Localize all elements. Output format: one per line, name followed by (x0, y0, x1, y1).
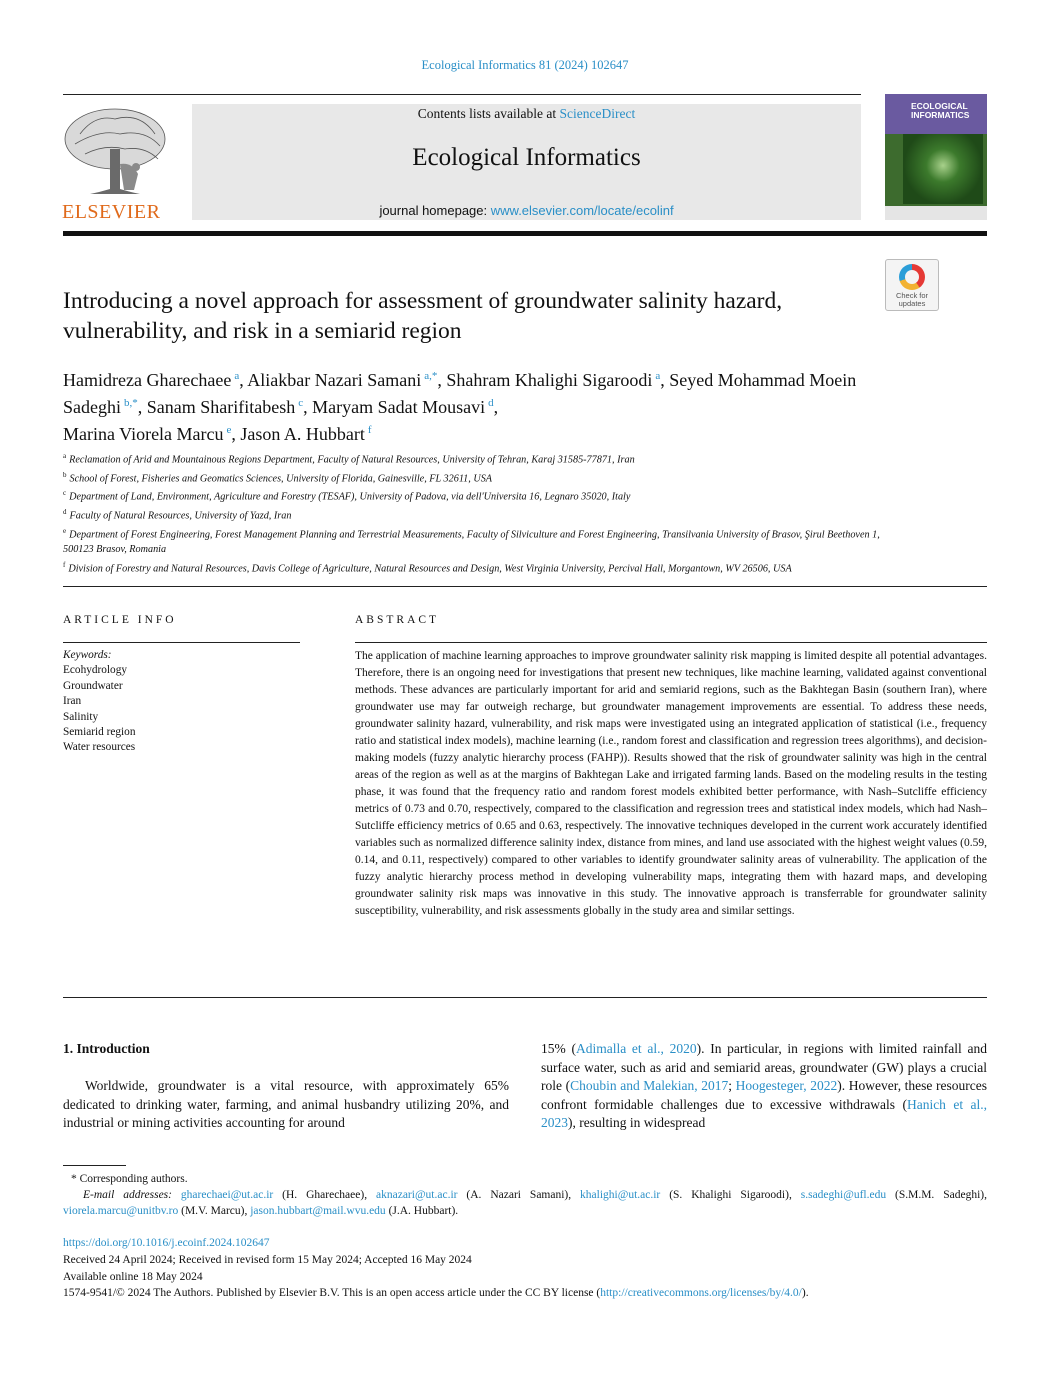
author-affiliation-marker[interactable]: f (367, 424, 372, 436)
body-text: ). However, these resources confront formidable challenges due to excessive withdrawals ( (541, 1078, 987, 1112)
body-text: ), resulting in widespread (568, 1115, 706, 1130)
affiliation (63, 486, 883, 505)
author-name: Aliakbar Nazari Samani (247, 370, 422, 390)
article-info-rule (63, 642, 300, 643)
email-addresses (63, 1187, 987, 1219)
author-affiliation-marker[interactable]: a (234, 370, 240, 382)
email-owner: (H. Gharechaee), (273, 1189, 377, 1201)
citation-link[interactable]: Hoogesteger, 2022 (735, 1078, 838, 1093)
article-info-heading: ARTICLE INFO (63, 614, 177, 626)
abstract-heading: ABSTRACT (355, 614, 440, 626)
crossmark-icon (899, 264, 925, 290)
header-rule (63, 94, 861, 95)
affiliation-text: Reclamation of Arid and Mountainous Regions Department, Faculty of Natural Resources, University of Tehran, Karaj 31585-77871, Iran (69, 454, 635, 466)
cover-image (903, 134, 983, 204)
license-link[interactable]: http://creativecommons.org/licenses/by/4.0/ (600, 1287, 802, 1300)
article-title: Introducing a novel approach for assessment of groundwater salinity hazard, vulnerability, and risk in a semiarid region (63, 288, 783, 344)
footnote-rule (63, 1165, 126, 1166)
abstract-rule (355, 642, 987, 643)
body-column-right (541, 1040, 987, 1133)
keyword: Groundwater (63, 679, 123, 692)
author-affiliation-marker[interactable]: b,* (124, 397, 138, 409)
keyword: Salinity (63, 710, 99, 723)
body-text: Worldwide, groundwater is a vital resource, with approximately 65% dedicated to drinking water, farming, and animal husbandry utilizing 20%, and industrial or mining activities accounting for around (63, 1078, 509, 1130)
journal-banner (192, 104, 861, 220)
email-link[interactable]: khalighi@ut.ac.ir (580, 1189, 661, 1201)
crossmark-label: Check for updates (895, 291, 929, 308)
email-link[interactable]: s.sadeghi@ufl.edu (800, 1189, 887, 1201)
affiliation-marker: f (63, 560, 66, 569)
email-owner: (A. Nazari Samani), (457, 1189, 581, 1201)
license-suffix: ). (801, 1287, 809, 1300)
affiliation-list (63, 449, 883, 576)
tree-icon (60, 104, 170, 199)
author-name: Seyed Mohammad Moein Sadeghi (63, 370, 857, 417)
author-list: Hamidreza Gharechaee $^a$, Aliakbar Nazari Samani $^{a,*}$, Shahram Khalighi Sigaroodi $^a$, Seyed Mohammad Moein Sadeghi $^{b,*}$, Sanam Sharifitabesh $^c$, Maryam Sadat Mousavi $^d$, Marina Viorela Marcu $^e$, Jason A. Hubbart $^f$ (63, 370, 857, 444)
keyword: Water resources (63, 741, 136, 754)
affiliation (63, 468, 883, 487)
affiliation (63, 505, 883, 524)
author-affiliation-marker[interactable]: a,* (424, 370, 438, 382)
journal-homepage (192, 203, 861, 218)
affiliation-text: Faculty of Natural Resources, University of Yazd, Iran (69, 510, 292, 522)
body-column-left (63, 1077, 509, 1133)
available-online: Available online 18 May 2024 (63, 1270, 203, 1283)
journal-name: Ecological Informatics (412, 144, 641, 171)
email-label: E-mail addresses: (83, 1189, 181, 1201)
email-owner: (M.V. Marcu), (178, 1205, 251, 1217)
cover-footer (885, 206, 987, 220)
author-name: Sanam Sharifitabesh (146, 397, 296, 417)
email-owner: (S.M.M. Sadeghi), (886, 1189, 987, 1201)
affiliation-marker: b (63, 470, 67, 479)
affiliation (63, 449, 883, 468)
body-text: ; (728, 1078, 736, 1093)
affiliation-marker: d (63, 508, 67, 517)
affiliation-text: Department of Forest Engineering, Forest Management Planning and Terrestrial Measurements, Faculty of Silviculture and Forest Engineering, Transilvania University of Brasov, Şirul Beethoven 1, 500123 Brasov, Romania (63, 529, 880, 556)
footnotes (63, 1171, 987, 1219)
section-heading: 1. Introduction (63, 1041, 150, 1056)
citation-link[interactable]: Adimalla et al., 2020 (575, 1041, 697, 1056)
keywords-block (63, 648, 300, 756)
divider (63, 997, 987, 998)
body-text: ). In particular, in regions with limited rainfall and surface water, such as arid and semiarid areas, groundwater (GW) plays a crucial role ( (541, 1041, 987, 1093)
sciencedirect-link[interactable]: ScienceDirect (559, 106, 636, 121)
author-affiliation-marker[interactable]: a (655, 370, 661, 382)
author-name: Maryam Sadat Mousavi (312, 397, 486, 417)
contents-prefix: Contents lists available at (417, 106, 560, 121)
body-text: 15% ( (541, 1041, 576, 1056)
keyword: Iran (63, 695, 82, 708)
author-affiliation-marker[interactable]: d (488, 397, 494, 409)
elsevier-wordmark: ELSEVIER (62, 201, 161, 223)
author-name: Jason A. Hubbart (240, 424, 365, 444)
email-owner: (S. Khalighi Sigaroodi), (660, 1189, 801, 1201)
journal-citation[interactable]: Ecological Informatics 81 (2024) 102647 (421, 58, 629, 72)
doi-link[interactable]: https://doi.org/10.1016/j.ecoinf.2024.102647 (63, 1237, 270, 1249)
abstract-text: The application of machine learning approaches to improve groundwater salinity risk mapping is limited despite all potential advantages. Therefore, there is an ongoing need for investigations that present new techniques, like machine learning, validated against conventional methods. These advances are particularly important for arid and semiarid regions, such as the Bakhtegan Basin (southern Iran), where groundwater use may far outweigh recharge, but groundwater management improvements are essential. To address these needs, groundwater salinity hazard, vulnerability, and risk maps were investigated using an integrated application of statistical (i.e., frequency ratio and statistical index models), machine learning (i.e., random forest and classification and regression trees algorithms), and decision-making models (fuzzy analytic hierarchy process (FAHP)). Results showed that the risk of groundwater salinity was high in the central areas of the region as well as at the margins of Bakhtegan Lake and irrigated farming lands. Based on the modeling results in the testing phase, it was found that the frequency ratio and random forest models exhibited better performance, with Nash–Sutcliffe efficiency metrics of 0.73 and 0.70, respectively, compared to the classification and regression trees and statistical index models, which had Nash–Sutcliffe efficiency metrics of 0.65 and 0.63, respectively. The innovative techniques developed in the current work accurately identified variables such as normalized difference salinity index, distance from mines, and land use associated with the highest weight values (0.59, 0.14, and 0.11, respectively) compared to other variables to identify groundwater salinity areas of vulnerability. The application of the fuzzy analytic hierarchy process method in developing vulnerability maps, integrating them with hazard maps, and developing groundwater salinity risk maps was innovative in this study. The innovative approach is transferrable for groundwater salinity susceptibility, vulnerability, and risk assessments globally in the study area and similar settings. (355, 650, 987, 917)
email-link[interactable]: viorela.marcu@unitbv.ro (63, 1205, 179, 1217)
author-name: Hamidreza Gharechaee (63, 370, 232, 390)
check-for-updates-button[interactable] (885, 259, 939, 311)
license-text: 1574-9541/© 2024 The Authors. Published by Elsevier B.V. This is an open access article under the CC BY license ( (63, 1287, 601, 1300)
author-name: Shahram Khalighi Sigaroodi (446, 370, 653, 390)
homepage-prefix: journal homepage: (379, 203, 491, 218)
received-dates: Received 24 April 2024; Received in revised form 15 May 2024; Accepted 16 May 2024 (63, 1253, 472, 1266)
affiliation-marker: a (63, 452, 67, 460)
affiliation-text: School of Forest, Fisheries and Geomatics Sciences, University of Florida, Gainesville, FL 32611, USA (69, 473, 493, 485)
email-link[interactable]: jason.hubbart@mail.wvu.edu (250, 1205, 386, 1217)
affiliation-marker: e (63, 526, 67, 535)
elsevier-logo[interactable] (60, 104, 170, 224)
affiliation-text: Department of Land, Environment, Agriculture and Forestry (TESAF), University of Padova, via dell'Universita 16, Legnaro 35020, Italy (69, 491, 631, 503)
keyword: Ecohydrology (63, 664, 128, 677)
contents-line (192, 106, 861, 122)
homepage-link[interactable]: www.elsevier.com/locate/ecolinf (490, 203, 674, 218)
affiliation (63, 558, 883, 577)
publication-info (63, 1235, 987, 1302)
header-thick-rule (63, 231, 987, 236)
email-link[interactable]: aknazari@ut.ac.ir (376, 1189, 458, 1201)
cover-title: ECOLOGICAL INFORMATICS (911, 101, 970, 120)
divider (63, 586, 987, 587)
journal-cover[interactable] (885, 94, 987, 220)
citation-link[interactable]: Hanich et al., 2023 (541, 1096, 987, 1130)
keyword: Semiarid region (63, 726, 136, 739)
affiliation-text: Division of Forestry and Natural Resources, Davis College of Agriculture, Natural Resources and Design, West Virginia University, Percival Hall, Morgantown, WV 26506, USA (68, 563, 792, 575)
email-owner: (J.A. Hubbart). (385, 1205, 459, 1217)
corresponding-note: * Corresponding authors. (71, 1173, 188, 1185)
author-affiliation-marker[interactable]: e (226, 424, 232, 436)
license-line (63, 1285, 987, 1302)
author-affiliation-marker[interactable]: c (298, 397, 304, 409)
affiliation-marker: c (63, 489, 67, 498)
author-name: Marina Viorela Marcu (63, 424, 224, 444)
email-link[interactable]: gharechaei@ut.ac.ir (180, 1189, 274, 1201)
citation-link[interactable]: Choubin and Malekian, 2017 (570, 1078, 729, 1093)
affiliation (63, 524, 883, 558)
keywords-list (63, 663, 300, 755)
keywords-label: Keywords: (63, 649, 112, 661)
